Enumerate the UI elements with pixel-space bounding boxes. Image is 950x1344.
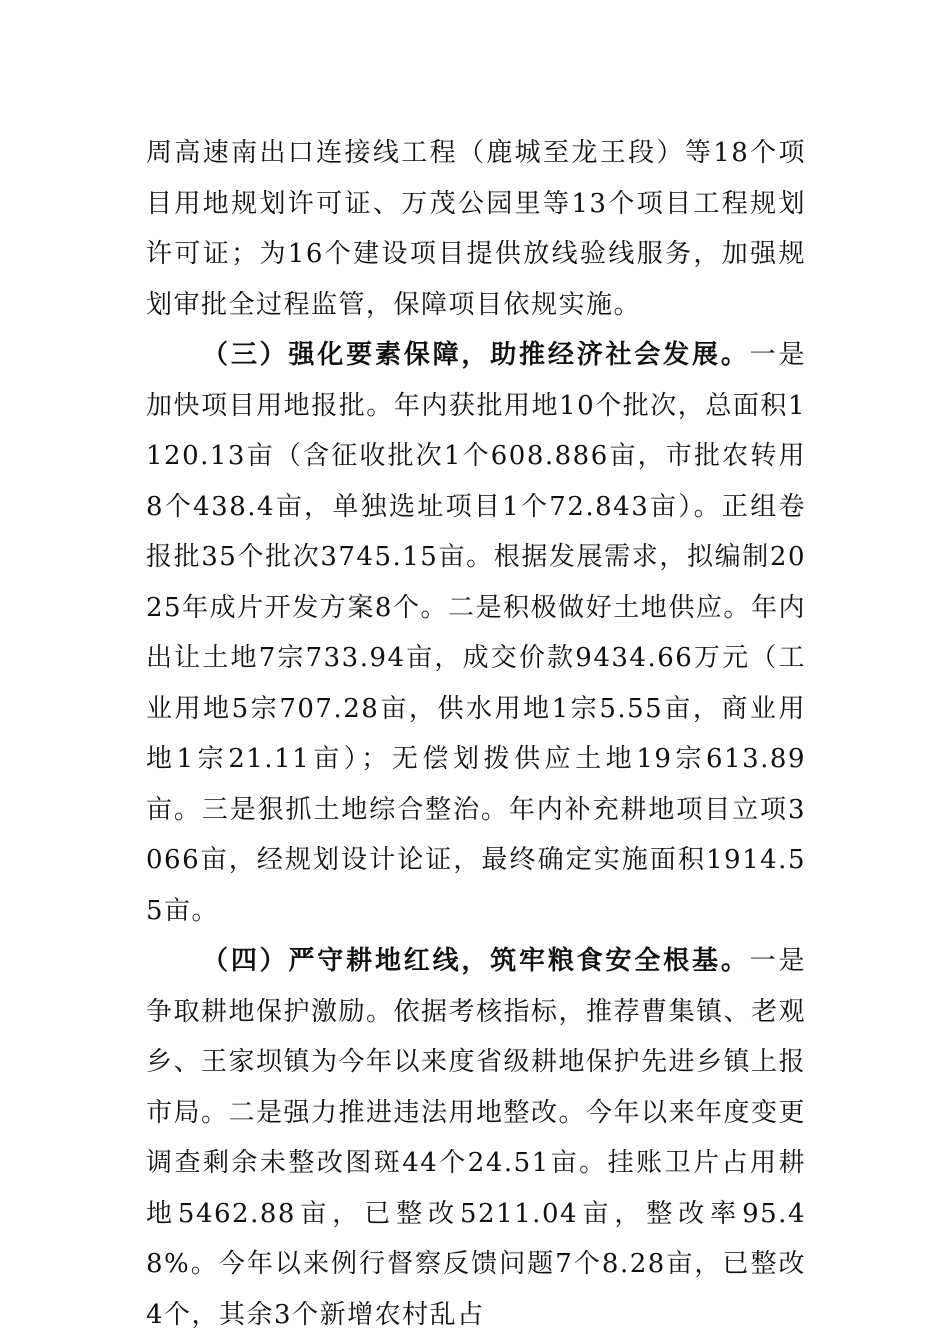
- paragraph-body: 一是加快项目用地报批。年内获批用地10个批次，总面积1120.13亩（含征收批次1个608.886亩，市批农转用8个438.4亩，单独选址项目1个72.843亩）。正组卷报批35个批次3745.15亩。根据发展需求，拟编制2025年成片开发方案8个。二是积极做好土地供应。年内出让土地7宗733.94亩，成交价款9434.66万元（工业用地5宗707.28亩，供水用地1宗5.55亩，商业用地1宗21.11亩）；无偿划拨供应土地19宗613.89亩。三是狠抓土地综合整治。年内补充耕地项目立项3066亩，经规划设计论证，最终确定实施面积1914.55亩。: [146, 340, 806, 926]
- document-page: [146, 128, 806, 1340]
- paragraph-body: 一是争取耕地保护激励。依据考核指标，推荐曹集镇、老观乡、王家坝镇为今年以来度省级耕地保护先进乡镇上报市局。二是强力推进违法用地整改。今年以来年度变更调查剩余未整改图斑44个24.51亩。挂账卫片占用耕地5462.88亩，已整改5211.04亩，整改率95.48%。今年以来例行督察反馈问题7个8.28亩，已整改4个，其余3个新增农村乱占: [146, 946, 807, 1330]
- paragraph-section-3: [146, 330, 806, 936]
- paragraph-section-4: [146, 936, 806, 1340]
- section-heading: （三）强化要素保障，助推经济社会发展。: [202, 340, 750, 370]
- section-heading: （四）严守耕地红线，筑牢粮食安全根基。: [202, 946, 750, 976]
- paragraph-body: 周高速南出口连接线工程（鹿城至龙王段）等18个项目用地规划许可证、万茂公园里等13个项目工程规划许可证；为16个建设项目提供放线验线服务，加强规划审批全过程监管，保障项目依规实施。: [146, 138, 806, 320]
- paragraph-continued: [146, 128, 806, 330]
